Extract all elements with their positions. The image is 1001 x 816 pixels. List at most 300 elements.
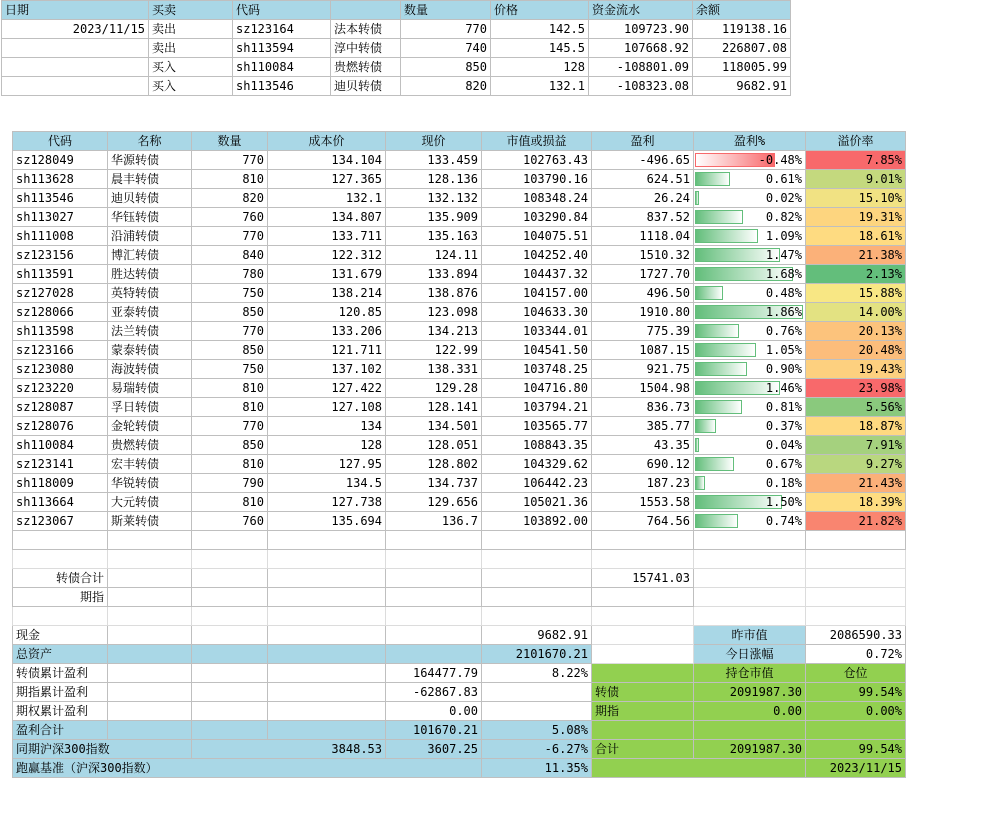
holding-profit-cell[interactable]: 764.56 — [592, 512, 694, 531]
holding-cost-cell[interactable]: 133.206 — [268, 322, 386, 341]
holding-pct-cell[interactable] — [694, 246, 806, 265]
bench-label[interactable]: 跑赢基准（沪深300指数） — [13, 759, 482, 778]
trades-header-name[interactable] — [331, 1, 401, 20]
holding-name-cell[interactable]: 金轮转债 — [108, 417, 192, 436]
holding-code-cell[interactable]: sz128076 — [13, 417, 108, 436]
holding-value-cell[interactable]: 104075.51 — [482, 227, 592, 246]
holdings-header-code[interactable]: 代码 — [13, 132, 108, 151]
holding-pct-cell[interactable] — [694, 208, 806, 227]
holding-code-cell[interactable]: sh113591 — [13, 265, 108, 284]
holding-value-cell[interactable]: 108843.35 — [482, 436, 592, 455]
holding-profit-cell[interactable]: 775.39 — [592, 322, 694, 341]
holding-code-cell[interactable]: sh110084 — [13, 436, 108, 455]
holding-premium-cell[interactable]: 5.56% — [806, 398, 906, 417]
trades-header-balance[interactable]: 余额 — [693, 1, 791, 20]
holding-premium-cell[interactable]: 23.98% — [806, 379, 906, 398]
trade-code-cell[interactable]: sz123164 — [233, 20, 331, 39]
trades-header-price[interactable]: 价格 — [491, 1, 589, 20]
cb-cum-pct[interactable]: 8.22% — [482, 664, 592, 683]
holdings-header-name[interactable]: 名称 — [108, 132, 192, 151]
holding-name-cell[interactable]: 宏丰转债 — [108, 455, 192, 474]
holdings-header-value[interactable]: 市值或损益 — [482, 132, 592, 151]
holding-name-cell[interactable]: 蒙泰转债 — [108, 341, 192, 360]
holding-code-cell[interactable]: sz123166 — [13, 341, 108, 360]
trade-name-cell[interactable]: 贵燃转债 — [331, 58, 401, 77]
holding-premium-cell[interactable]: 7.85% — [806, 151, 906, 170]
holding-code-cell[interactable]: sh113598 — [13, 322, 108, 341]
holding-premium-cell[interactable]: 21.82% — [806, 512, 906, 531]
holding-name-cell[interactable]: 博汇转债 — [108, 246, 192, 265]
trade-row — [2, 58, 791, 77]
holding-qty-cell[interactable]: 770 — [192, 417, 268, 436]
holding-code-cell[interactable]: sz128049 — [13, 151, 108, 170]
holding-cost-cell[interactable]: 127.422 — [268, 379, 386, 398]
profit-total-value[interactable]: 101670.21 — [386, 721, 482, 740]
holding-profit-cell[interactable]: 1910.80 — [592, 303, 694, 322]
holding-pct-cell[interactable] — [694, 265, 806, 284]
holding-cost-cell[interactable]: 128 — [268, 436, 386, 455]
holding-qty-cell[interactable]: 760 — [192, 208, 268, 227]
holding-pct-cell[interactable] — [694, 398, 806, 417]
holding-pct-value: 0.04% — [765, 438, 802, 452]
today-chg-label[interactable]: 今日涨幅 — [694, 645, 806, 664]
trades-header-flow[interactable]: 资金流水 — [589, 1, 693, 20]
holding-qty-cell[interactable]: 850 — [192, 436, 268, 455]
trade-name-cell[interactable]: 迪贝转债 — [331, 77, 401, 96]
trade-price-cell[interactable]: 132.1 — [491, 77, 589, 96]
holding-name-cell[interactable]: 胜达转债 — [108, 265, 192, 284]
holding-cost-cell[interactable]: 127.95 — [268, 455, 386, 474]
benchmark-row — [13, 759, 906, 778]
holding-price-cell[interactable]: 138.876 — [386, 284, 482, 303]
cb-total-profit[interactable]: 15741.03 — [592, 569, 694, 588]
holding-name-cell[interactable]: 英特转债 — [108, 284, 192, 303]
holding-cost-cell[interactable]: 138.214 — [268, 284, 386, 303]
holding-row — [13, 303, 906, 322]
holding-pct-cell[interactable] — [694, 284, 806, 303]
pos-mv-label[interactable]: 持仓市值 — [694, 664, 806, 683]
holding-price-cell[interactable]: 128.141 — [386, 398, 482, 417]
summary-date[interactable]: 2023/11/15 — [806, 759, 906, 778]
cb-pos[interactable]: 99.54% — [806, 683, 906, 702]
trade-side-cell[interactable]: 卖出 — [149, 39, 233, 58]
holding-value-cell[interactable]: 102763.43 — [482, 151, 592, 170]
trade-date-cell[interactable] — [2, 77, 149, 96]
holding-code-cell[interactable]: sz123156 — [13, 246, 108, 265]
holding-qty-cell[interactable]: 750 — [192, 360, 268, 379]
trade-flow-cell[interactable]: 107668.92 — [589, 39, 693, 58]
cb-mv-label[interactable]: 转债 — [592, 683, 694, 702]
profit-total-label[interactable]: 盈利合计 — [13, 721, 108, 740]
holding-value-cell[interactable]: 103794.21 — [482, 398, 592, 417]
holding-price-cell[interactable]: 132.132 — [386, 189, 482, 208]
holding-pct-value: 1.86% — [765, 305, 802, 319]
holding-pct-cell[interactable] — [694, 493, 806, 512]
holding-code-cell[interactable]: sh113628 — [13, 170, 108, 189]
holding-qty-cell[interactable]: 810 — [192, 398, 268, 417]
cb-cum-label[interactable]: 转债累计盈利 — [13, 664, 108, 683]
holding-cost-cell[interactable]: 134 — [268, 417, 386, 436]
trade-date-cell[interactable] — [2, 39, 149, 58]
holding-row — [13, 189, 906, 208]
holding-cost-cell[interactable]: 122.312 — [268, 246, 386, 265]
holding-pct-cell[interactable] — [694, 379, 806, 398]
holding-profit-cell[interactable]: 1504.98 — [592, 379, 694, 398]
holding-row — [13, 474, 906, 493]
holding-value-cell[interactable]: 103790.16 — [482, 170, 592, 189]
holding-value-cell[interactable]: 104633.30 — [482, 303, 592, 322]
holding-premium-cell[interactable]: 19.31% — [806, 208, 906, 227]
holding-pct-value: 0.37% — [765, 419, 802, 433]
holding-value-cell[interactable]: 103344.01 — [482, 322, 592, 341]
holding-profit-cell[interactable]: 26.24 — [592, 189, 694, 208]
holding-profit-cell[interactable]: 836.73 — [592, 398, 694, 417]
holding-pct-cell[interactable] — [694, 303, 806, 322]
holding-row — [13, 493, 906, 512]
prev-mv-label[interactable]: 昨市值 — [694, 626, 806, 645]
holding-pct-cell[interactable] — [694, 436, 806, 455]
holding-price-cell[interactable]: 128.136 — [386, 170, 482, 189]
holding-price-cell[interactable]: 133.894 — [386, 265, 482, 284]
trade-price-cell[interactable]: 145.5 — [491, 39, 589, 58]
holdings-header-profit[interactable]: 盈利 — [592, 132, 694, 151]
hs300-label[interactable]: 同期沪深300指数 — [13, 740, 192, 759]
holding-pct-value: 0.61% — [765, 172, 802, 186]
holding-premium-cell[interactable]: 19.43% — [806, 360, 906, 379]
prev-mv-value[interactable]: 2086590.33 — [806, 626, 906, 645]
trade-flow-cell[interactable]: -108323.08 — [589, 77, 693, 96]
trades-header-date[interactable]: 日期 — [2, 1, 149, 20]
holding-profit-cell[interactable]: 43.35 — [592, 436, 694, 455]
trade-qty-cell[interactable]: 850 — [401, 58, 491, 77]
holding-profit-cell[interactable]: 624.51 — [592, 170, 694, 189]
fut-cum-label[interactable]: 期指累计盈利 — [13, 683, 108, 702]
holding-profit-cell[interactable]: -496.65 — [592, 151, 694, 170]
holding-qty-cell[interactable]: 810 — [192, 379, 268, 398]
holding-cost-cell[interactable]: 127.108 — [268, 398, 386, 417]
holding-premium-cell[interactable]: 20.13% — [806, 322, 906, 341]
holding-value-cell[interactable]: 104716.80 — [482, 379, 592, 398]
holding-value-cell[interactable]: 105021.36 — [482, 493, 592, 512]
holding-qty-cell[interactable]: 810 — [192, 170, 268, 189]
holding-value-cell[interactable]: 104252.40 — [482, 246, 592, 265]
holding-premium-cell[interactable]: 2.13% — [806, 265, 906, 284]
holding-pct-cell[interactable] — [694, 455, 806, 474]
holding-profit-cell[interactable]: 385.77 — [592, 417, 694, 436]
holding-qty-cell[interactable]: 790 — [192, 474, 268, 493]
trades-table — [1, 0, 791, 96]
trades-header-qty[interactable]: 数量 — [401, 1, 491, 20]
hs300-now[interactable]: 3607.25 — [386, 740, 482, 759]
holding-qty-cell[interactable]: 770 — [192, 322, 268, 341]
holding-value-cell[interactable]: 103565.77 — [482, 417, 592, 436]
cb-cum-value[interactable]: 164477.79 — [386, 664, 482, 683]
holding-value-cell[interactable]: 103748.25 — [482, 360, 592, 379]
holding-cost-cell[interactable]: 132.1 — [268, 189, 386, 208]
holding-qty-cell[interactable]: 780 — [192, 265, 268, 284]
trade-date-cell[interactable]: 2023/11/15 — [2, 20, 149, 39]
holding-profit-cell[interactable]: 187.23 — [592, 474, 694, 493]
holding-premium-cell[interactable]: 18.87% — [806, 417, 906, 436]
trade-qty-cell[interactable]: 770 — [401, 20, 491, 39]
holding-cost-cell[interactable]: 135.694 — [268, 512, 386, 531]
holding-code-cell[interactable]: sz128087 — [13, 398, 108, 417]
holding-pct-cell[interactable] — [694, 474, 806, 493]
holding-value-cell[interactable]: 104437.32 — [482, 265, 592, 284]
holdings-header-premium[interactable]: 溢价率 — [806, 132, 906, 151]
holding-price-cell[interactable]: 123.098 — [386, 303, 482, 322]
holding-code-cell[interactable]: sh113546 — [13, 189, 108, 208]
holding-premium-cell[interactable]: 20.48% — [806, 341, 906, 360]
holding-name-cell[interactable]: 华钰转债 — [108, 208, 192, 227]
holding-premium-cell[interactable]: 9.27% — [806, 455, 906, 474]
trade-balance-cell[interactable]: 9682.91 — [693, 77, 791, 96]
trade-price-cell[interactable]: 142.5 — [491, 20, 589, 39]
fut-mv[interactable]: 0.00 — [694, 702, 806, 721]
holding-row — [13, 284, 906, 303]
holding-code-cell[interactable]: sz123220 — [13, 379, 108, 398]
holding-value-cell[interactable]: 103892.00 — [482, 512, 592, 531]
holding-pct-value: 0.90% — [765, 362, 802, 376]
hs300-pct[interactable]: -6.27% — [482, 740, 592, 759]
holding-premium-cell[interactable]: 21.43% — [806, 474, 906, 493]
opt-cum-label[interactable]: 期权累计盈利 — [13, 702, 108, 721]
holding-premium-cell[interactable]: 9.01% — [806, 170, 906, 189]
trade-balance-cell[interactable]: 226807.08 — [693, 39, 791, 58]
holding-price-cell[interactable]: 134.737 — [386, 474, 482, 493]
holding-profit-cell[interactable]: 496.50 — [592, 284, 694, 303]
holding-premium-cell[interactable]: 7.91% — [806, 436, 906, 455]
holding-qty-cell[interactable]: 820 — [192, 189, 268, 208]
holding-pct-value: 0.76% — [765, 324, 802, 338]
trade-side-cell[interactable]: 买入 — [149, 58, 233, 77]
holding-value-cell[interactable]: 104329.62 — [482, 455, 592, 474]
holding-cost-cell[interactable]: 131.679 — [268, 265, 386, 284]
trade-code-cell[interactable]: sh113546 — [233, 77, 331, 96]
trade-side-cell[interactable]: 买入 — [149, 77, 233, 96]
holding-value-cell[interactable]: 103290.84 — [482, 208, 592, 227]
holding-qty-cell[interactable]: 840 — [192, 246, 268, 265]
holding-name-cell[interactable]: 海波转债 — [108, 360, 192, 379]
holding-name-cell[interactable]: 大元转债 — [108, 493, 192, 512]
trade-name-cell[interactable]: 法本转债 — [331, 20, 401, 39]
cb-mv[interactable]: 2091987.30 — [694, 683, 806, 702]
holding-pct-cell[interactable] — [694, 322, 806, 341]
holding-cost-cell[interactable]: 134.5 — [268, 474, 386, 493]
holding-profit-cell[interactable]: 1510.32 — [592, 246, 694, 265]
trade-qty-cell[interactable]: 820 — [401, 77, 491, 96]
holding-name-cell[interactable]: 沿浦转债 — [108, 227, 192, 246]
trade-code-cell[interactable]: sh110084 — [233, 58, 331, 77]
bench-pct[interactable]: 11.35% — [482, 759, 592, 778]
cb-total-label[interactable]: 转债合计 — [13, 569, 108, 588]
trade-flow-cell[interactable]: 109723.90 — [589, 20, 693, 39]
holdings-header-pct[interactable]: 盈利% — [694, 132, 806, 151]
holding-code-cell[interactable]: sz123141 — [13, 455, 108, 474]
trades-header-side[interactable]: 买卖 — [149, 1, 233, 20]
position-label[interactable]: 仓位 — [806, 664, 906, 683]
holding-value-cell[interactable]: 104541.50 — [482, 341, 592, 360]
holding-cost-cell[interactable]: 127.365 — [268, 170, 386, 189]
sum-pos[interactable]: 99.54% — [806, 740, 906, 759]
holding-name-cell[interactable]: 斯莱转债 — [108, 512, 192, 531]
total-assets-value[interactable]: 2101670.21 — [482, 645, 592, 664]
holding-cost-cell[interactable]: 134.104 — [268, 151, 386, 170]
holding-cost-cell[interactable]: 134.807 — [268, 208, 386, 227]
holding-name-cell[interactable]: 易瑞转债 — [108, 379, 192, 398]
holding-pct-cell[interactable] — [694, 417, 806, 436]
holding-qty-cell[interactable]: 770 — [192, 227, 268, 246]
holding-price-cell[interactable]: 122.99 — [386, 341, 482, 360]
holding-profit-cell[interactable]: 1727.70 — [592, 265, 694, 284]
holding-price-cell[interactable]: 135.163 — [386, 227, 482, 246]
holding-name-cell[interactable]: 华锐转债 — [108, 474, 192, 493]
holding-qty-cell[interactable]: 810 — [192, 455, 268, 474]
fut-cum-value[interactable]: -62867.83 — [386, 683, 482, 702]
holding-pct-value: 0.81% — [765, 400, 802, 414]
holding-price-cell[interactable]: 136.7 — [386, 512, 482, 531]
holding-code-cell[interactable]: sh113664 — [13, 493, 108, 512]
holding-profit-cell[interactable]: 921.75 — [592, 360, 694, 379]
holding-pct-cell[interactable] — [694, 151, 806, 170]
holding-code-cell[interactable]: sz127028 — [13, 284, 108, 303]
holding-pct-cell[interactable] — [694, 512, 806, 531]
holding-profit-cell[interactable]: 690.12 — [592, 455, 694, 474]
opt-cum-value[interactable]: 0.00 — [386, 702, 482, 721]
holding-price-cell[interactable]: 135.909 — [386, 208, 482, 227]
trade-row — [2, 77, 791, 96]
holding-qty-cell[interactable]: 760 — [192, 512, 268, 531]
holding-price-cell[interactable]: 133.459 — [386, 151, 482, 170]
holding-row — [13, 322, 906, 341]
holding-premium-cell[interactable]: 18.61% — [806, 227, 906, 246]
holding-price-cell[interactable]: 129.28 — [386, 379, 482, 398]
holdings-header-price[interactable]: 现价 — [386, 132, 482, 151]
holding-value-cell[interactable]: 106442.23 — [482, 474, 592, 493]
holding-qty-cell[interactable]: 810 — [192, 493, 268, 512]
cash-value[interactable]: 9682.91 — [482, 626, 592, 645]
blank-row — [13, 550, 906, 569]
holding-qty-cell[interactable]: 750 — [192, 284, 268, 303]
holding-cost-cell[interactable]: 120.85 — [268, 303, 386, 322]
trade-flow-cell[interactable]: -108801.09 — [589, 58, 693, 77]
holding-premium-cell[interactable]: 14.00% — [806, 303, 906, 322]
holding-pct-cell[interactable] — [694, 170, 806, 189]
holding-pct-cell[interactable] — [694, 189, 806, 208]
holding-pct-value: 0.74% — [765, 514, 802, 528]
holding-pct-cell[interactable] — [694, 360, 806, 379]
holding-code-cell[interactable]: sh113027 — [13, 208, 108, 227]
holdings-header-cost[interactable]: 成本价 — [268, 132, 386, 151]
trade-code-cell[interactable]: sh113594 — [233, 39, 331, 58]
sum-label[interactable]: 合计 — [592, 740, 694, 759]
holding-profit-cell[interactable]: 1553.58 — [592, 493, 694, 512]
fut-mv-label[interactable]: 期指 — [592, 702, 694, 721]
blank-row — [13, 607, 906, 626]
profit-total-pct[interactable]: 5.08% — [482, 721, 592, 740]
holding-premium-cell[interactable]: 21.38% — [806, 246, 906, 265]
fut-pos[interactable]: 0.00% — [806, 702, 906, 721]
holding-pct-value: 0.67% — [765, 457, 802, 471]
futures-label[interactable]: 期指 — [13, 588, 108, 607]
holding-pct-value: 1.05% — [765, 343, 802, 357]
holding-cost-cell[interactable]: 121.711 — [268, 341, 386, 360]
cash-label[interactable]: 现金 — [13, 626, 108, 645]
holding-pct-value: 1.68% — [765, 267, 802, 281]
trade-qty-cell[interactable]: 740 — [401, 39, 491, 58]
trade-row — [2, 20, 791, 39]
trades-header-code[interactable]: 代码 — [233, 1, 331, 20]
holding-cost-cell[interactable]: 127.738 — [268, 493, 386, 512]
trade-date-cell[interactable] — [2, 58, 149, 77]
trade-balance-cell[interactable]: 118005.99 — [693, 58, 791, 77]
holding-profit-cell[interactable]: 837.52 — [592, 208, 694, 227]
holding-name-cell[interactable]: 法兰转债 — [108, 322, 192, 341]
opt-cum-row — [13, 702, 906, 721]
holding-price-cell[interactable]: 128.802 — [386, 455, 482, 474]
holding-code-cell[interactable]: sz128066 — [13, 303, 108, 322]
holding-premium-cell[interactable]: 18.39% — [806, 493, 906, 512]
holding-premium-cell[interactable]: 15.88% — [806, 284, 906, 303]
holding-pct-value: 1.47% — [765, 248, 802, 262]
holding-row — [13, 265, 906, 284]
trade-name-cell[interactable]: 淳中转债 — [331, 39, 401, 58]
holding-code-cell[interactable]: sh111008 — [13, 227, 108, 246]
holding-pct-value: 1.46% — [765, 381, 802, 395]
total-assets-label[interactable]: 总资产 — [13, 645, 108, 664]
holding-code-cell[interactable]: sz123067 — [13, 512, 108, 531]
holding-name-cell[interactable]: 晨丰转债 — [108, 170, 192, 189]
holding-premium-cell[interactable]: 15.10% — [806, 189, 906, 208]
holding-code-cell[interactable]: sh118009 — [13, 474, 108, 493]
holding-price-cell[interactable]: 134.213 — [386, 322, 482, 341]
sum-mv[interactable]: 2091987.30 — [694, 740, 806, 759]
holding-price-cell[interactable]: 138.331 — [386, 360, 482, 379]
holding-profit-cell[interactable]: 1087.15 — [592, 341, 694, 360]
trade-price-cell[interactable]: 128 — [491, 58, 589, 77]
holding-name-cell[interactable]: 孚日转债 — [108, 398, 192, 417]
holding-row — [13, 512, 906, 531]
holding-cost-cell[interactable]: 133.711 — [268, 227, 386, 246]
holding-qty-cell[interactable]: 850 — [192, 303, 268, 322]
holding-code-cell[interactable]: sz123080 — [13, 360, 108, 379]
holding-name-cell[interactable]: 亚泰转债 — [108, 303, 192, 322]
holding-row — [13, 246, 906, 265]
hs300-base[interactable]: 3848.53 — [192, 740, 386, 759]
holding-value-cell[interactable]: 104157.00 — [482, 284, 592, 303]
holding-name-cell[interactable]: 华源转债 — [108, 151, 192, 170]
holding-value-cell[interactable]: 108348.24 — [482, 189, 592, 208]
total-assets-row — [13, 645, 906, 664]
holding-price-cell[interactable]: 128.051 — [386, 436, 482, 455]
holding-qty-cell[interactable]: 850 — [192, 341, 268, 360]
holding-pct-cell[interactable] — [694, 341, 806, 360]
holding-profit-cell[interactable]: 1118.04 — [592, 227, 694, 246]
holdings-header-qty[interactable]: 数量 — [192, 132, 268, 151]
holding-cost-cell[interactable]: 137.102 — [268, 360, 386, 379]
holding-price-cell[interactable]: 129.656 — [386, 493, 482, 512]
holding-row — [13, 227, 906, 246]
holding-price-cell[interactable]: 134.501 — [386, 417, 482, 436]
trade-balance-cell[interactable]: 119138.16 — [693, 20, 791, 39]
holding-qty-cell[interactable]: 770 — [192, 151, 268, 170]
trade-side-cell[interactable]: 卖出 — [149, 20, 233, 39]
holding-name-cell[interactable]: 贵燃转债 — [108, 436, 192, 455]
today-chg-value[interactable]: 0.72% — [806, 645, 906, 664]
holding-price-cell[interactable]: 124.11 — [386, 246, 482, 265]
holding-pct-cell[interactable] — [694, 227, 806, 246]
holding-name-cell[interactable]: 迪贝转债 — [108, 189, 192, 208]
